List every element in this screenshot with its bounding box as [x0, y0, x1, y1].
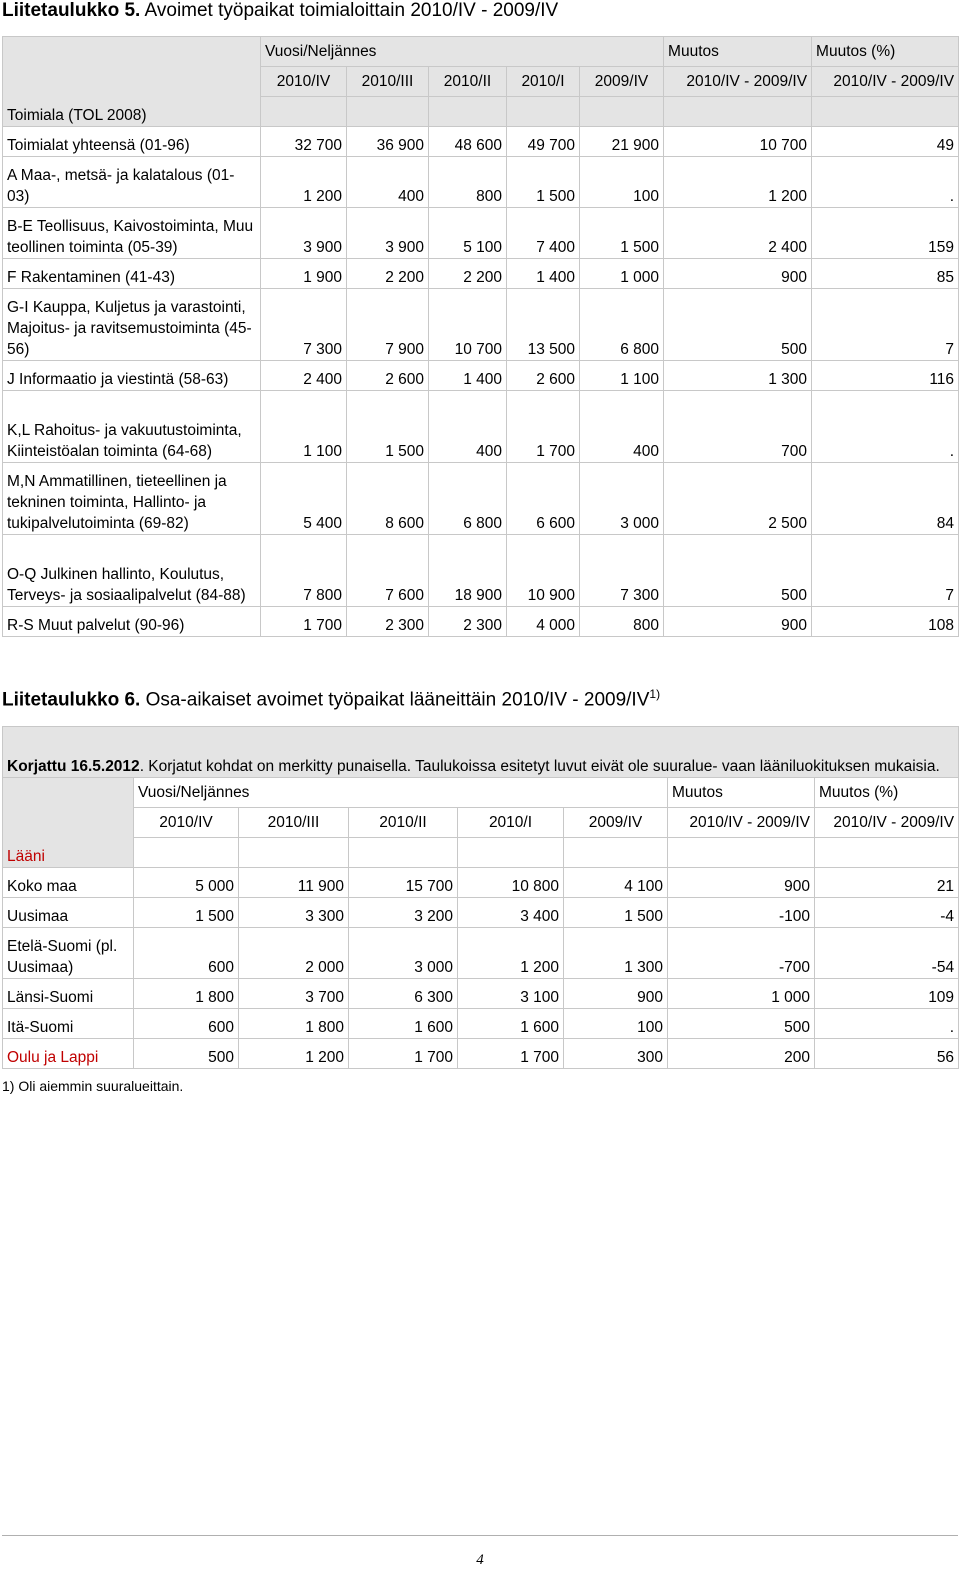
table5-row-header: Toimiala (TOL 2008)	[3, 37, 261, 127]
page-footer-rule	[2, 1535, 958, 1536]
table6-cell: 109	[815, 979, 959, 1009]
table5-row-label: R-S Muut palvelut (90-96)	[3, 607, 261, 637]
table6-footnote: 1) Oli aiemmin suuralueittain.	[2, 1078, 184, 1094]
table5-cell: 1 200	[664, 157, 812, 208]
table5-column-header: 2010/IV - 2009/IV	[812, 67, 959, 97]
table5-row-label: F Rakentaminen (41-43)	[3, 259, 261, 289]
table6-cell: 500	[134, 1039, 239, 1069]
table6-row-label: Oulu ja Lappi	[3, 1039, 134, 1069]
table6-row	[3, 928, 959, 979]
table6-cell: 3 400	[458, 898, 564, 928]
table5-cell: 1 200	[261, 157, 347, 208]
table5-header-spacer	[347, 97, 429, 127]
table5-cell: 10 700	[429, 289, 507, 361]
table6-cell: 100	[564, 1009, 668, 1039]
table5-cell: 2 300	[429, 607, 507, 637]
table6-cell: 3 100	[458, 979, 564, 1009]
table5-row	[3, 463, 959, 535]
table6-cell: 21	[815, 868, 959, 898]
table5-cell: 800	[580, 607, 664, 637]
table6-cell: -700	[668, 928, 815, 979]
table5-cell: 3 900	[347, 208, 429, 259]
table5-cell: 7	[812, 289, 959, 361]
table6-cell: 900	[564, 979, 668, 1009]
table6-cell: 1 300	[564, 928, 668, 979]
table5-cell: 900	[664, 259, 812, 289]
table5-cell: 500	[664, 535, 812, 607]
table6-column-header: 2010/IV	[134, 808, 239, 838]
table6-cell: 1 500	[564, 898, 668, 928]
table6-cell: 2 000	[239, 928, 349, 979]
table5-cell: 85	[812, 259, 959, 289]
table6-header-spacer	[239, 838, 349, 868]
table5-cell: 32 700	[261, 127, 347, 157]
table5-cell: 500	[664, 289, 812, 361]
table6	[2, 726, 959, 1069]
table5-cell: 400	[429, 391, 507, 463]
table6-cell: 1 800	[134, 979, 239, 1009]
table5-cell: 7 300	[580, 535, 664, 607]
table6-cell: 3 300	[239, 898, 349, 928]
table5-cell: 2 400	[664, 208, 812, 259]
table5-cell: 18 900	[429, 535, 507, 607]
table6-cell: 600	[134, 928, 239, 979]
table6-row	[3, 1039, 959, 1069]
table5-cell: 13 500	[507, 289, 580, 361]
table5-title-text: Avoimet työpaikat toimialoittain 2010/IV - 2009/IV	[140, 0, 559, 21]
table6-cell: 1 200	[458, 928, 564, 979]
table6-cell: 1 600	[458, 1009, 564, 1039]
table6-header-spacer	[458, 838, 564, 868]
table5-cell: 1 300	[664, 361, 812, 391]
table6-cell: 1 000	[668, 979, 815, 1009]
table5-row-label: O-Q Julkinen hallinto, Koulutus, Terveys- ja sosiaalipalvelut (84-88)	[3, 535, 261, 607]
table5-cell: 2 300	[347, 607, 429, 637]
table5-header-spacer	[664, 97, 812, 127]
table5-cell: 1 700	[261, 607, 347, 637]
table6-title-text: Osa-aikaiset avoimet työpaikat lääneittäin 2010/IV - 2009/IV	[140, 689, 650, 711]
table6-cell: 5 000	[134, 868, 239, 898]
table6-column-header: 2010/I	[458, 808, 564, 838]
table5-cell: 108	[812, 607, 959, 637]
table5-cell: 7	[812, 535, 959, 607]
table5-title	[2, 0, 558, 22]
table5-row-label: G-I Kauppa, Kuljetus ja varastointi, Majoitus- ja ravitsemustoiminta (45-56)	[3, 289, 261, 361]
table6-cell: -54	[815, 928, 959, 979]
table6-column-header: 2010/IV - 2009/IV	[668, 808, 815, 838]
table6-row	[3, 868, 959, 898]
table5-title-bold: Liitetaulukko 5.	[2, 0, 141, 21]
table5-cell: 1 900	[261, 259, 347, 289]
table6-row-label: Etelä-Suomi (pl. Uusimaa)	[3, 928, 134, 979]
table5-cell: 3 900	[261, 208, 347, 259]
table5-row-label: M,N Ammatillinen, tieteellinen ja tekninen toiminta, Hallinto- ja tukipalvelutoiminta (69-82)	[3, 463, 261, 535]
table6-cell: 3 000	[349, 928, 458, 979]
table6-cell: 3 200	[349, 898, 458, 928]
table5-cell: 159	[812, 208, 959, 259]
table5-row	[3, 361, 959, 391]
table5-cell: 3 000	[580, 463, 664, 535]
table5-cell: 2 200	[347, 259, 429, 289]
table5-cell: 1 500	[580, 208, 664, 259]
table5-cell: 49	[812, 127, 959, 157]
table6-row	[3, 898, 959, 928]
table6-cell: 10 800	[458, 868, 564, 898]
table5-cell: 2 400	[261, 361, 347, 391]
table5-cell: 48 600	[429, 127, 507, 157]
table5-group-change-pct: Muutos (%)	[812, 37, 959, 67]
table6-cell: 300	[564, 1039, 668, 1069]
table5-cell: 7 400	[507, 208, 580, 259]
table6-cell: .	[815, 1009, 959, 1039]
table6-title	[2, 683, 660, 711]
table5-cell: 1 100	[580, 361, 664, 391]
table6-column-header: 2010/III	[239, 808, 349, 838]
table5-cell: 900	[664, 607, 812, 637]
table5-cell: 49 700	[507, 127, 580, 157]
table5-cell: 6 800	[580, 289, 664, 361]
table5-group-change: Muutos	[664, 37, 812, 67]
table5-cell: 1 700	[507, 391, 580, 463]
table6-correction-note	[3, 727, 959, 778]
table6-header-spacer	[668, 838, 815, 868]
table6-cell: 6 300	[349, 979, 458, 1009]
table6-cell: 900	[668, 868, 815, 898]
table6-group-change-pct: Muutos (%)	[815, 778, 959, 808]
table5-cell: 5 400	[261, 463, 347, 535]
table5-cell: 1 500	[347, 391, 429, 463]
table6-column-header: 2009/IV	[564, 808, 668, 838]
table5-column-header: 2010/II	[429, 67, 507, 97]
table6-cell: 1 700	[349, 1039, 458, 1069]
table5-cell: 6 600	[507, 463, 580, 535]
table5-cell: 7 600	[347, 535, 429, 607]
table6-row-label: Koko maa	[3, 868, 134, 898]
table5-cell: 400	[580, 391, 664, 463]
table5-row	[3, 607, 959, 637]
table5-row-label: A Maa-, metsä- ja kalatalous (01-03)	[3, 157, 261, 208]
table5-row-label: K,L Rahoitus- ja vakuutustoiminta, Kiinteistöalan toiminta (64-68)	[3, 391, 261, 463]
table5-row	[3, 157, 959, 208]
table5-cell: 7 300	[261, 289, 347, 361]
table6-cell: 500	[668, 1009, 815, 1039]
table5-row	[3, 535, 959, 607]
table5-header-spacer	[812, 97, 959, 127]
table6-cell: -100	[668, 898, 815, 928]
table5-cell: 2 500	[664, 463, 812, 535]
table6-row-label: Itä-Suomi	[3, 1009, 134, 1039]
table5-cell: 1 100	[261, 391, 347, 463]
table6-cell: 1 200	[239, 1039, 349, 1069]
table5-group-year-quarter: Vuosi/Neljännes	[261, 37, 664, 67]
table5-cell: 10 700	[664, 127, 812, 157]
table5-header-spacer	[429, 97, 507, 127]
table5-header-spacer	[261, 97, 347, 127]
table6-cell: 56	[815, 1039, 959, 1069]
table5-row	[3, 127, 959, 157]
table5-header-spacer	[507, 97, 580, 127]
table5-row	[3, 259, 959, 289]
table5-row	[3, 289, 959, 361]
table5-cell: 1 500	[507, 157, 580, 208]
table5-column-header: 2010/III	[347, 67, 429, 97]
table5-cell: 2 200	[429, 259, 507, 289]
table5-cell: .	[812, 157, 959, 208]
table5-cell: 2 600	[507, 361, 580, 391]
table5-cell: 100	[580, 157, 664, 208]
table6-header-spacer	[815, 838, 959, 868]
table6-cell: 1 800	[239, 1009, 349, 1039]
table6-cell: 4 100	[564, 868, 668, 898]
table5-cell: 5 100	[429, 208, 507, 259]
table6-group-year-quarter: Vuosi/Neljännes	[134, 778, 668, 808]
table5-column-header: 2010/I	[507, 67, 580, 97]
table5-column-header: 2010/IV - 2009/IV	[664, 67, 812, 97]
table5-cell: 400	[347, 157, 429, 208]
table5-column-header: 2009/IV	[580, 67, 664, 97]
table5-cell: 7 900	[347, 289, 429, 361]
table5-cell: 1 400	[429, 361, 507, 391]
table6-row-label: Uusimaa	[3, 898, 134, 928]
table5-cell: 1 400	[507, 259, 580, 289]
table6-title-footnote-mark: 1)	[649, 687, 661, 701]
table5-cell: 36 900	[347, 127, 429, 157]
table6-row-label: Länsi-Suomi	[3, 979, 134, 1009]
table6-header-spacer	[134, 838, 239, 868]
table6-cell: 200	[668, 1039, 815, 1069]
table6-title-bold: Liitetaulukko 6.	[2, 689, 141, 711]
table5-row-label: B-E Teollisuus, Kaivostoiminta, Muu teollinen toiminta (05-39)	[3, 208, 261, 259]
table5-cell: 1 000	[580, 259, 664, 289]
table5-cell: 6 800	[429, 463, 507, 535]
table6-cell: 11 900	[239, 868, 349, 898]
page-number: 4	[476, 1552, 484, 1568]
table5-cell: 2 600	[347, 361, 429, 391]
table5-cell: 84	[812, 463, 959, 535]
table6-header-spacer	[564, 838, 668, 868]
table6-column-header: 2010/II	[349, 808, 458, 838]
table5-cell: 800	[429, 157, 507, 208]
table5-cell: 700	[664, 391, 812, 463]
table6-cell: -4	[815, 898, 959, 928]
table5-cell: 4 000	[507, 607, 580, 637]
table5-cell: 116	[812, 361, 959, 391]
table6-cell: 15 700	[349, 868, 458, 898]
table5-cell: .	[812, 391, 959, 463]
table6-cell: 1 700	[458, 1039, 564, 1069]
table6-group-change: Muutos	[668, 778, 815, 808]
table5-row-label: Toimialat yhteensä (01-96)	[3, 127, 261, 157]
table6-row	[3, 1009, 959, 1039]
table6-cell: 3 700	[239, 979, 349, 1009]
table5-column-header: 2010/IV	[261, 67, 347, 97]
table6-row-header: Lääni	[3, 778, 134, 868]
table6-row	[3, 979, 959, 1009]
table5-row-label: J Informaatio ja viestintä (58-63)	[3, 361, 261, 391]
table6-cell: 1 600	[349, 1009, 458, 1039]
table5	[2, 36, 959, 637]
table6-header-spacer	[349, 838, 458, 868]
table5-cell: 8 600	[347, 463, 429, 535]
table5-cell: 7 800	[261, 535, 347, 607]
table6-cell: 600	[134, 1009, 239, 1039]
table5-cell: 10 900	[507, 535, 580, 607]
table6-cell: 1 500	[134, 898, 239, 928]
table5-row	[3, 208, 959, 259]
table5-cell: 21 900	[580, 127, 664, 157]
table5-row	[3, 391, 959, 463]
table6-column-header: 2010/IV - 2009/IV	[815, 808, 959, 838]
table5-header-spacer	[580, 97, 664, 127]
table6-correction-date: Korjattu 16.5.2012	[7, 758, 140, 775]
table6-correction-text: . Korjatut kohdat on merkitty punaisella. Taulukoissa esitetyt luvut eivät ole suuralue- vaan lääniluokituksen mukaisia.	[139, 758, 940, 775]
